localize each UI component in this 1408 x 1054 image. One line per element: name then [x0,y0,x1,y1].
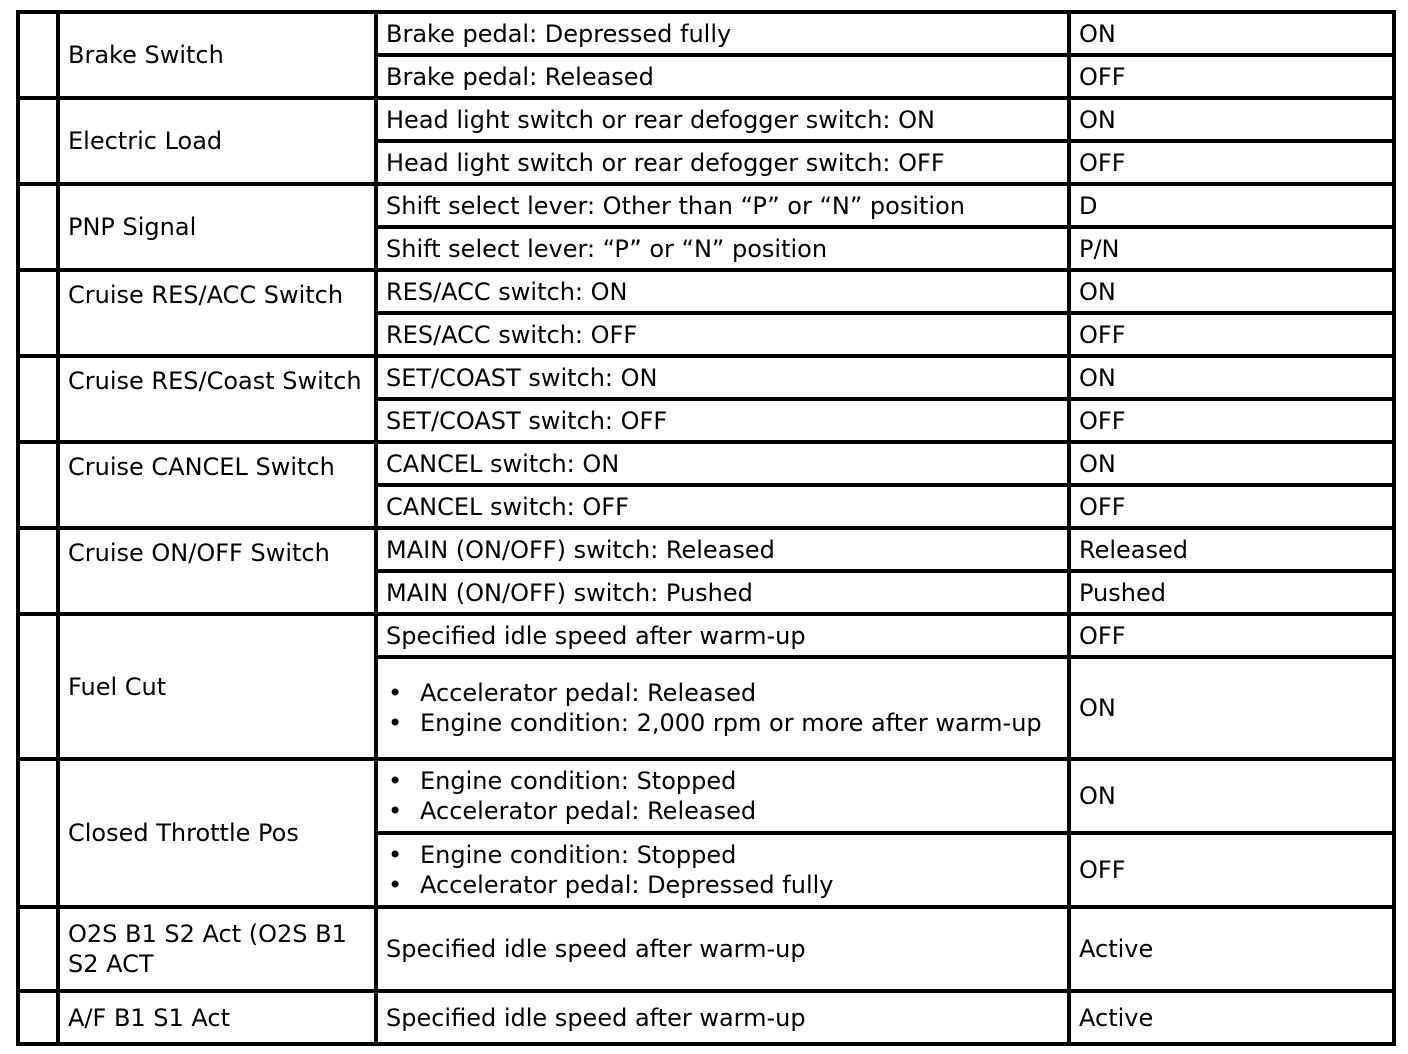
value-cell: OFF [1069,313,1394,356]
condition-cell [376,833,1069,907]
item-name: PNP Signal [58,184,376,270]
condition-cell: Head light switch or rear defogger switch: OFF [376,141,1069,184]
index-cell [18,528,58,614]
item-name: Brake Switch [58,12,376,98]
condition-cell: MAIN (ON/OFF) switch: Pushed [376,571,1069,614]
value-cell: Active [1069,907,1394,991]
bullet-item [386,870,1059,900]
condition-cell: Head light switch or rear defogger switch: ON [376,98,1069,141]
table-row [18,759,1394,833]
value-cell: ON [1069,442,1394,485]
table-row [18,614,1394,657]
index-cell [18,184,58,270]
condition-cell: CANCEL switch: OFF [376,485,1069,528]
index-cell [18,907,58,991]
bullet-text: Engine condition: Stopped [420,767,737,795]
table-row [18,356,1394,399]
value-cell: OFF [1069,141,1394,184]
value-cell: Active [1069,991,1394,1044]
bullet-text: Accelerator pedal: Released [420,797,757,825]
bullet-item [386,678,1059,708]
table-row [18,991,1394,1044]
item-name: Closed Throttle Pos [58,759,376,907]
data-monitor-table [16,10,1396,1046]
bullet-glyph: • [388,797,403,825]
value-cell: D [1069,184,1394,227]
table-row [18,12,1394,55]
value-cell: ON [1069,657,1394,759]
condition-cell: Brake pedal: Released [376,55,1069,98]
condition-cell: Brake pedal: Depressed fully [376,12,1069,55]
value-cell: OFF [1069,485,1394,528]
condition-cell: Shift select lever: Other than “P” or “N” position [376,184,1069,227]
table-row [18,98,1394,141]
index-cell [18,270,58,356]
condition-cell: SET/COAST switch: ON [376,356,1069,399]
table-row [18,270,1394,313]
bullet-item [386,708,1059,738]
item-name: Cruise RES/Coast Switch [58,356,376,442]
value-cell: ON [1069,98,1394,141]
condition-cell [376,657,1069,759]
value-cell: P/N [1069,227,1394,270]
bullet-glyph: • [388,871,403,899]
condition-cell: MAIN (ON/OFF) switch: Released [376,528,1069,571]
value-cell: OFF [1069,833,1394,907]
index-cell [18,98,58,184]
item-name: O2S B1 S2 Act (O2S B1 S2 ACT [58,907,376,991]
index-cell [18,12,58,98]
index-cell [18,991,58,1044]
bullet-text: Accelerator pedal: Released [420,679,757,707]
condition-cell: Specified idle speed after warm-up [376,907,1069,991]
item-name: Fuel Cut [58,614,376,759]
condition-cell: Shift select lever: “P” or “N” position [376,227,1069,270]
bullet-text: Engine condition: Stopped [420,841,737,869]
bullet-glyph: • [388,679,403,707]
bullet-glyph: • [388,709,403,737]
bullet-item [386,796,1059,826]
table-row [18,907,1394,991]
bullet-glyph: • [388,841,403,869]
condition-cell: Specified idle speed after warm-up [376,991,1069,1044]
item-name: A/F B1 S1 Act [58,991,376,1044]
condition-bullet-list [386,766,1059,826]
value-cell: ON [1069,12,1394,55]
value-cell: ON [1069,270,1394,313]
bullet-text: Accelerator pedal: Depressed fully [420,871,834,899]
index-cell [18,759,58,907]
value-cell: ON [1069,356,1394,399]
item-name: Cruise ON/OFF Switch [58,528,376,614]
value-cell: ON [1069,759,1394,833]
condition-cell: RES/ACC switch: ON [376,270,1069,313]
value-cell: Pushed [1069,571,1394,614]
condition-cell: CANCEL switch: ON [376,442,1069,485]
table-row [18,442,1394,485]
condition-bullet-list [386,678,1059,738]
condition-cell [376,759,1069,833]
bullet-item [386,840,1059,870]
bullet-item [386,766,1059,796]
bullet-glyph: • [388,767,403,795]
value-cell: Released [1069,528,1394,571]
condition-bullet-list [386,840,1059,900]
index-cell [18,614,58,759]
value-cell: OFF [1069,399,1394,442]
table-row [18,184,1394,227]
value-cell: OFF [1069,55,1394,98]
bullet-text: Engine condition: 2,000 rpm or more after warm-up [420,709,1042,737]
value-cell: OFF [1069,614,1394,657]
item-name: Electric Load [58,98,376,184]
condition-cell: RES/ACC switch: OFF [376,313,1069,356]
table-row [18,528,1394,571]
item-name: Cruise CANCEL Switch [58,442,376,528]
index-cell [18,442,58,528]
condition-cell: SET/COAST switch: OFF [376,399,1069,442]
index-cell [18,356,58,442]
item-name: Cruise RES/ACC Switch [58,270,376,356]
condition-cell: Specified idle speed after warm-up [376,614,1069,657]
